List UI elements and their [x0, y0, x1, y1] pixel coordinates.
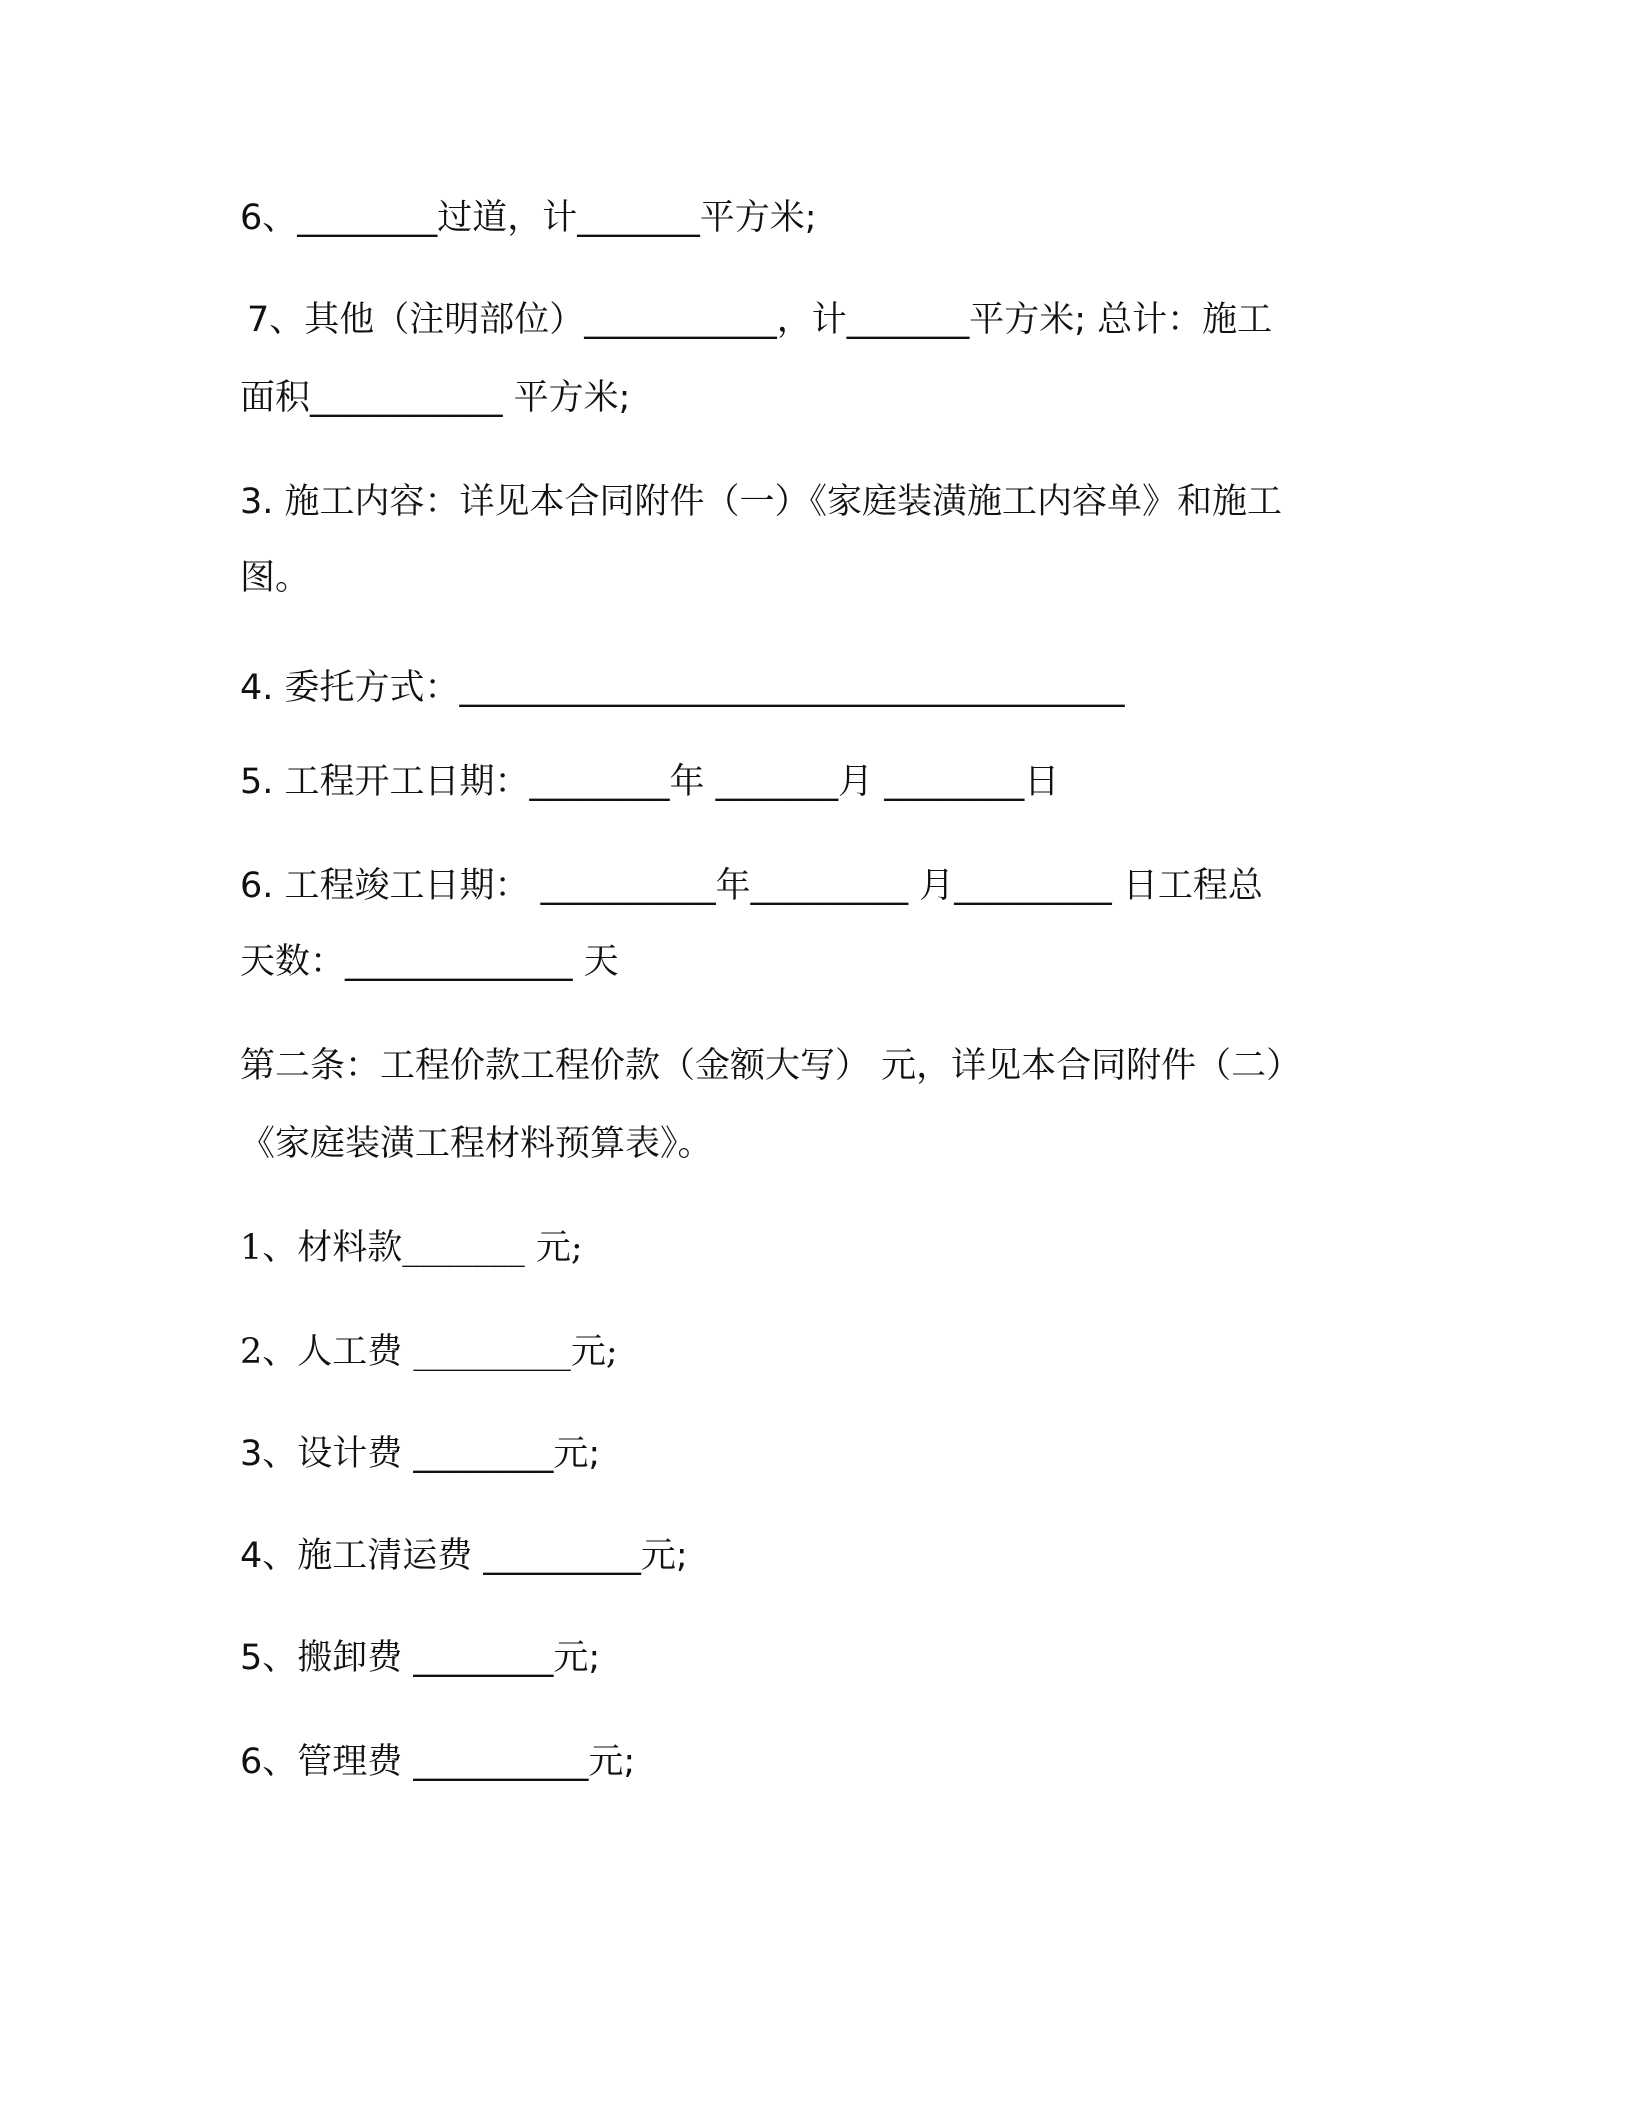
article-two-price-cont: 《家庭装潢工程材料预算表》。: [240, 1124, 713, 1164]
item-hallway-area: 6、________过道，计_______平方米;: [240, 198, 817, 238]
construction-content-cont: 图。: [240, 558, 311, 598]
fee-design: 3、设计费 ________元;: [240, 1434, 601, 1474]
fee-moving: 5、搬卸费 ________元;: [240, 1638, 601, 1678]
fee-labor: 2、人工费 _________元;: [240, 1332, 618, 1372]
completion-date: 6. 工程竣工日期： __________年_________ 月_________ 日工程总: [240, 866, 1263, 906]
construction-content: 3. 施工内容：详见本合同附件（一）《家庭装潢施工内容单》和施工: [240, 482, 1283, 522]
fee-materials: 1、材料款_______ 元;: [240, 1228, 583, 1268]
total-days: 天数：_____________ 天: [240, 942, 619, 982]
total-area: 面积___________ 平方米;: [240, 378, 631, 418]
item-other-area: 7、其他（注明部位）___________，计_______平方米; 总计：施工: [247, 300, 1273, 340]
commission-method: 4. 委托方式：______________________________________: [240, 668, 1125, 708]
fee-management: 6、管理费 __________元;: [240, 1742, 636, 1782]
article-two-price: 第二条：工程价款工程价款（金额大写） 元，详见本合同附件（二）: [240, 1046, 1302, 1086]
start-date: 5. 工程开工日期：________年 _______月 ________日: [240, 762, 1060, 802]
fee-cleanup: 4、施工清运费 _________元;: [240, 1536, 688, 1576]
